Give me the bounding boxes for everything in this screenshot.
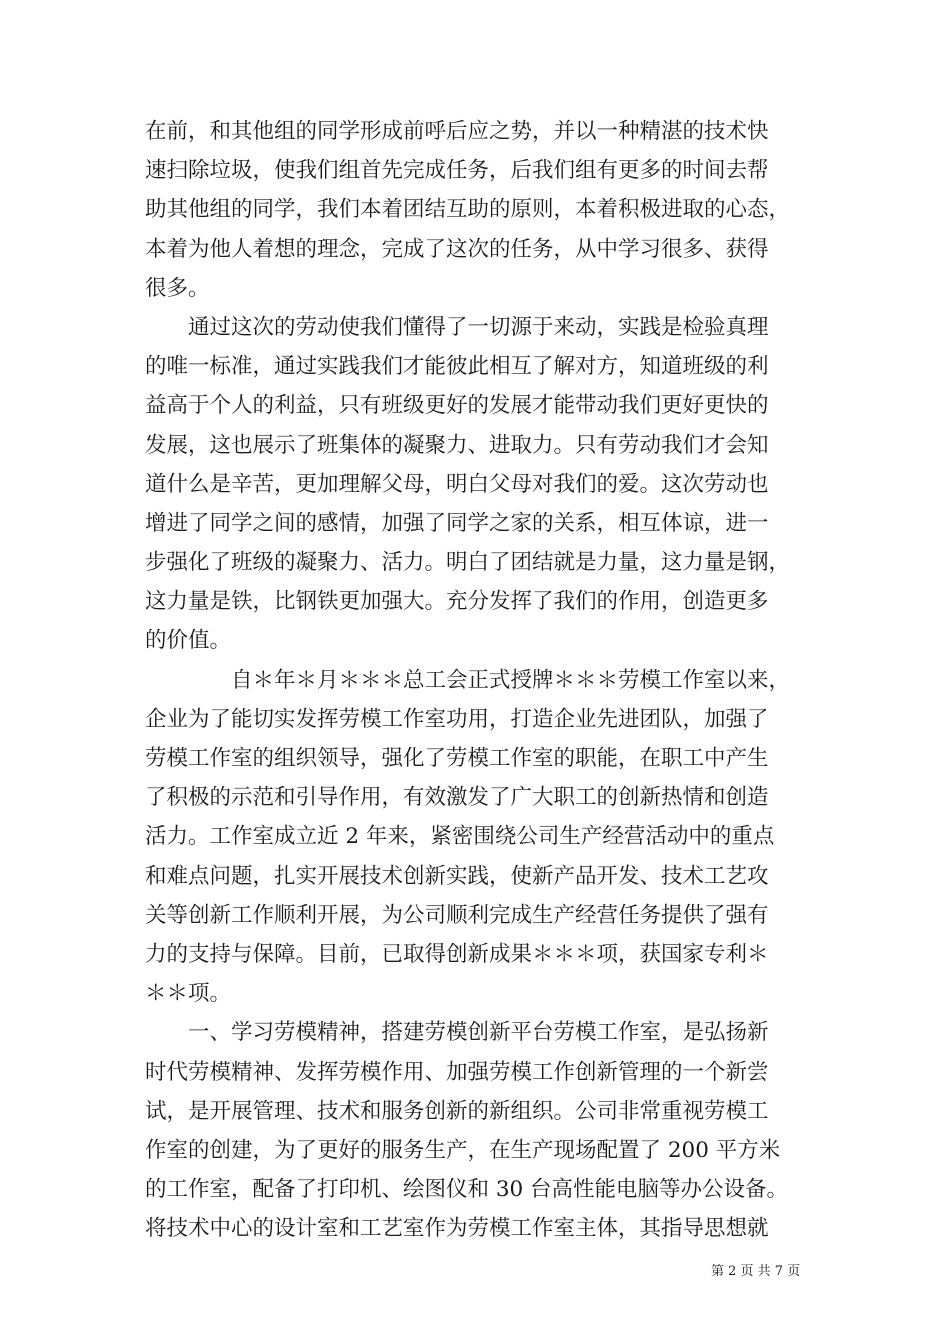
text-line: 时代劳模精神、发挥劳模作用、加强劳模工作创新管理的一个新尝 [145, 1059, 769, 1085]
text-line: 企业为了能切实发挥劳模工作室功用，打造企业先进团队，加强了 [145, 706, 769, 732]
text-line: 的工作室，配备了打印机、绘图仪和 30 台高性能电脑等办公设备。 [145, 1177, 789, 1203]
text-line: 和难点问题，扎实开展技术创新实践，使新产品开发、技术工艺攻 [145, 863, 769, 889]
text-line: 试，是开展管理、技术和服务创新的新组织。公司非常重视劳模工 [145, 1098, 769, 1124]
text-line: 自＊年＊月＊＊＊总工会正式授牌＊＊＊劳模工作室以来， [145, 667, 791, 693]
page-number: 第 2 页 共 7 页 [711, 1264, 801, 1279]
text-line: 本着为他人着想的理念，完成了这次的任务，从中学习很多、获得 [145, 236, 769, 262]
text-line: 一、学习劳模精神，搭建劳模创新平台劳模工作室，是弘扬新 [145, 1020, 769, 1046]
document-body [145, 112, 805, 1248]
text-line: 很多。 [145, 275, 210, 301]
text-line: 通过这次的劳动使我们懂得了一切源于来动，实践是检验真理 [145, 314, 769, 340]
text-line: 了积极的示范和引导作用，有效激发了广大职工的创新热情和创造 [145, 785, 769, 811]
text-line: 增进了同学之间的感情，加强了同学之家的关系，相互体谅，进一 [145, 510, 769, 536]
text-line: 劳模工作室的组织领导，强化了劳模工作室的职能，在职工中产生 [145, 746, 769, 771]
text-line: 步强化了班级的凝聚力、活力。明白了团结就是力量，这力量是钢， [145, 550, 791, 576]
text-line: 道什么是辛苦，更加理解父母，明白父母对我们的爱。这次劳动也 [145, 471, 769, 497]
text-line: 将技术中心的设计室和工艺室作为劳模工作室主体，其指导思想就 [145, 1216, 769, 1242]
text-line: 的价值。 [145, 628, 232, 654]
text-line: 速扫除垃圾，使我们组首先完成任务，后我们组有更多的时间去帮 [145, 158, 769, 184]
text-line: 发展，这也展示了班集体的凝聚力、进取力。只有劳动我们才会知 [145, 432, 769, 458]
text-line: ＊＊项。 [145, 981, 232, 1007]
text-line: 活力。工作室成立近 2 年来，紧密围绕公司生产经营活动中的重点 [145, 824, 775, 850]
text-line: 作室的创建，为了更好的服务生产，在生产现场配置了 200 平方米 [145, 1137, 781, 1163]
text-line: 的唯一标准，通过实践我们才能彼此相互了解对方，知道班级的利 [145, 354, 769, 380]
text-line: 助其他组的同学，我们本着团结互助的原则，本着积极进取的心态， [145, 197, 791, 223]
text-line: 力的支持与保障。目前，已取得创新成果＊＊＊项，获国家专利＊ [145, 941, 769, 967]
text-line: 益高于个人的利益，只有班级更好的发展才能带动我们更好更快的 [145, 393, 769, 419]
text-line: 这力量是铁，比钢铁更加强大。充分发挥了我们的作用，创造更多 [145, 589, 769, 615]
text-line: 关等创新工作顺利开展，为公司顺利完成生产经营任务提供了强有 [145, 902, 769, 928]
text-line: 在前，和其他组的同学形成前呼后应之势，并以一种精湛的技术快 [145, 119, 769, 144]
